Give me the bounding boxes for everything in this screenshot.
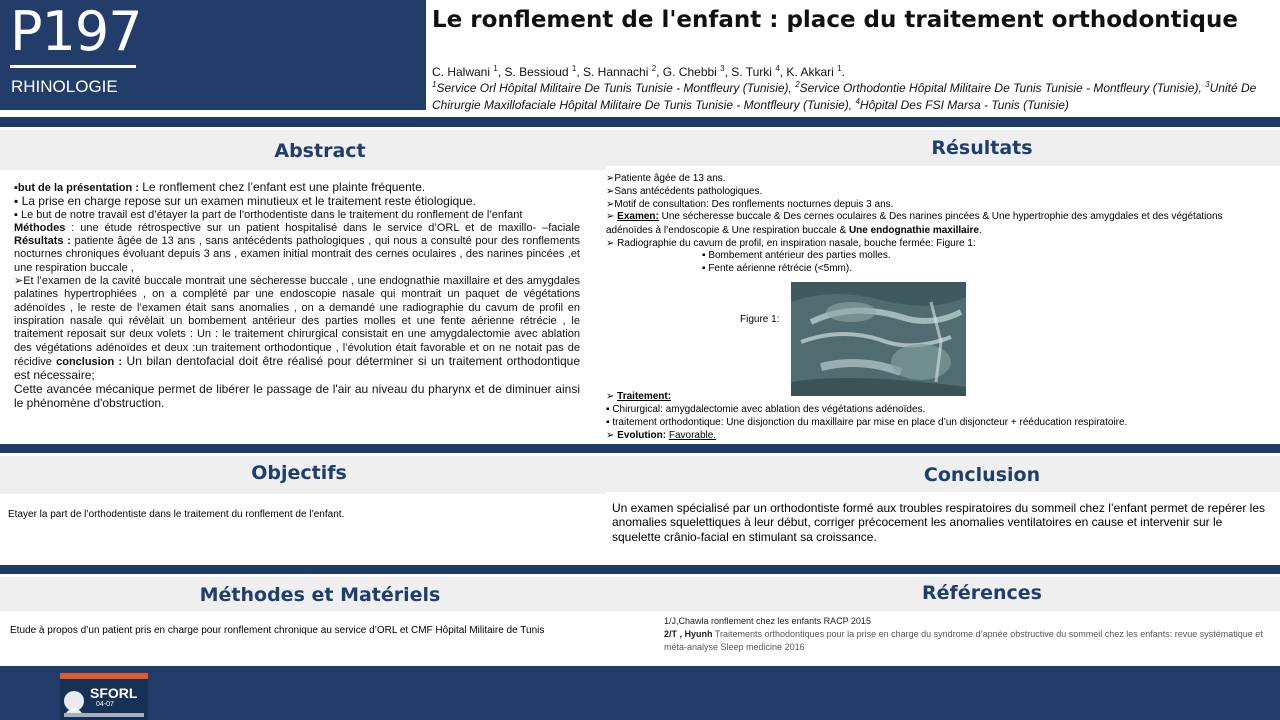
figure-label: Figure 1:	[740, 314, 780, 325]
resultats-line: ➢ Radiographie du cavum de profil, en inspiration nasale, bouche fermée: Figure 1:	[606, 238, 976, 249]
abstract-p1-label: ▪but de la présentation :	[14, 182, 139, 194]
evolution-value: Favorable.	[668, 430, 717, 441]
examen-bold: Une endognathie maxillaire	[848, 224, 979, 236]
resultats-heading: Résultats	[931, 137, 1033, 159]
abstract-p4	[14, 275, 580, 383]
resultats-examen	[606, 210, 1266, 237]
author-name: , K. Akkari	[779, 65, 838, 79]
code-underline	[10, 65, 136, 68]
traitement-label: Traitement:	[617, 391, 672, 402]
abstract-p5: Cette avancée mécanique permet de libérer le passage de l'air au niveau du pharynx et de diminuer ainsi le phénomène d'obstruction.	[14, 382, 580, 410]
evolution-prefix: ➢	[606, 430, 618, 441]
xray-figure	[791, 282, 966, 396]
resultats-text: patiente âgée de 13 ans , sans antécédents pathologiques , qui nous a consulté pour des ronflements nocturnes chroniques évoluant depuis 3 ans , examen initial montrait des cernes oculaires , des narines pincées ,et une respiration buccale ,	[14, 235, 580, 274]
examen-prefix: ➢	[606, 211, 618, 222]
author-sup: 4	[775, 64, 780, 73]
methodes-heading: Méthodes et Matériels	[199, 584, 441, 606]
conclusion-label: conclusion :	[56, 355, 123, 368]
author-sup: 2	[651, 64, 657, 73]
resultats-subline: ▪ Fente aérienne rétrécie (<5mm).	[702, 263, 852, 274]
poster-title: Le ronflement de l'enfant : place du traitement orthodontique	[432, 7, 1238, 33]
divider-bar	[0, 565, 1280, 574]
sforl-logo	[60, 673, 148, 720]
affil-sup: 1	[432, 80, 437, 89]
author-name: C. Halwani	[432, 65, 494, 79]
conclusion-text: Un bilan dentofacial doit être réalisé pour déterminer si un traitement orthodontique est nécessaire;	[14, 353, 581, 383]
logo-text: SFORL	[90, 685, 138, 701]
logo-subtext: 04-07	[96, 701, 114, 708]
resultats-line: ➢Patiente âgée de 13 ans.	[606, 173, 726, 184]
author-sup: 3	[720, 64, 725, 73]
divider-bar	[0, 117, 1280, 127]
affil-text: Service Orl Hôpital Militaire De Tunis Tunisie - Montfleury (Tunisie),	[436, 81, 796, 95]
divider-bar	[0, 444, 1280, 453]
abstract-p1-text: Le ronflement chez l’enfant est une plainte fréquente.	[138, 180, 426, 194]
abstract-methodes	[14, 222, 580, 275]
author-list	[432, 64, 845, 80]
methodes-text: : une étude rétrospective sur un patient hospitalisé dans le service d’ORL et de maxillo- –faciale	[65, 221, 580, 234]
reference-item	[664, 628, 1264, 654]
affil-text: Unité De Chirurgie Maxillofaciale Hôpital Militaire De Tunis Tunisie - Montfleury (Tunisie),	[432, 81, 1257, 112]
reference-author: 2/T , Hyunh	[664, 629, 713, 639]
traitement-line: ▪ traitement orthodontique: Une disjonction du maxillaire par mise en place d’un disjoncteur + rééducation respiratoire.	[606, 417, 1128, 428]
affil-sup: 4	[855, 97, 860, 106]
conclusion-heading: Conclusion	[923, 464, 1041, 486]
affil-text: Hôpital Des FSI Marsa - Tunis (Tunisie)	[859, 98, 1069, 112]
resultats-line: ➢Sans antécédents pathologiques.	[606, 186, 763, 197]
evolution-line	[606, 429, 1266, 443]
objectifs-text: Etayer la part de l’orthodentiste dans le traitement du ronflement de l’enfant.	[8, 509, 345, 520]
methodes-label: Méthodes	[14, 221, 66, 234]
author-name: , G. Chebbi	[656, 65, 721, 79]
affil-sup: 2	[795, 80, 800, 89]
affiliations	[432, 80, 1277, 114]
author-sup: 1	[571, 64, 577, 73]
examen-end: .	[978, 224, 982, 236]
reference-text: Traitements orthodontiques pour la prise en charge du syndrome d’apnée obstructive du sommeil chez les enfants: revue systématique et méta-analyse Sleep medicine 2016	[664, 629, 1263, 652]
examen-label: Examen:	[617, 211, 659, 222]
abstract-p4-text: ➢Et l’examen de la cavité buccale montrait une sècheresse buccale , une endognathie maxillaire et des amygdales palatines hypertrophiées , on a complété par une endoscopie nasale qui montrait un paquet de végétations adénoïdes , le reste de l’examen était sans anomalies , on a demandé une radiographie du cavum de profil en inspiration nasale qui révèlait un bombement antérieur des parties molles et une fente aérienne rétrécie , le traitement reposait sur deux volets : Un : le traitement chirurgical consistait en une amygdalectomie avec ablation des végétations adénoïdes et deux :un traitement orthodontique , l’évolution était favorable et on ne notait pas de récidive	[14, 275, 580, 368]
poster-category: RHINOLOGIE	[11, 77, 118, 96]
author-name: , S. Hannachi	[576, 65, 652, 79]
poster-code-box	[0, 0, 426, 110]
abstract-body	[14, 181, 580, 410]
resultats-label: Résultats :	[14, 235, 71, 248]
author-sup: 1	[493, 64, 498, 73]
affil-text: Service Orthodontie Hôpital Militaire De Tunis Tunisie - Montfleury (Tunisie),	[799, 81, 1206, 95]
resultats-line: ➢Motif de consultation: Des ronflements nocturnes depuis 3 ans.	[606, 199, 894, 210]
evolution-label: Evolution:	[617, 430, 667, 441]
traitement-prefix: ➢	[606, 391, 618, 402]
authors-end: .	[841, 65, 845, 79]
abstract-p1	[14, 181, 580, 195]
abstract-p2: ▪ La prise en charge repose sur un examen minutieux et le traitement reste étiologique.	[14, 194, 476, 209]
objectifs-heading: Objectifs	[251, 462, 347, 484]
examen-text: Une sécheresse buccale & Des cernes oculaires & Des narines pincées & Une hypertrophie des amygdales et des végétations adénoïdes à l’endoscopie & Une respiration buccale &	[606, 211, 1223, 236]
affil-sup: 3	[1205, 80, 1210, 89]
resultats-subline: ▪ Bombement antérieur des parties molles.	[702, 250, 891, 261]
references-heading: Références	[922, 582, 1042, 604]
reference-item: 1/J,Chawla ronflement chez les enfants RACP 2015	[664, 616, 871, 626]
author-name: , S. Bessioud	[497, 65, 572, 79]
footer-bar	[0, 666, 1280, 720]
traitement-line: ▪ Chirurgical: amygdalectomie avec ablation des végétations adénoïdes.	[606, 404, 926, 415]
traitement-heading	[606, 390, 1266, 404]
abstract-heading: Abstract	[274, 140, 366, 162]
author-name: , S. Turki	[724, 65, 776, 79]
xray-image-icon	[791, 282, 966, 396]
methodes-text: Etude à propos d’un patient pris en charge pour ronflement chronique au service d’ORL et CMF Hôpital Militaire de Tunis	[10, 625, 545, 636]
conclusion-text: Un examen spécialisé par un orthodontiste formé aux troubles respiratoires du sommeil chez l’enfant permet de repérer les anomalies squelettiques à leur début, corriger précocement les anomalies ventilatoires en cause et intervenir sur le squelette crânio-facial en stimulant sa croissance.	[612, 501, 1265, 544]
poster-code: P197	[10, 0, 142, 63]
author-sup: 1	[837, 64, 842, 73]
abstract-p3: ▪ Le but de notre travail est d’étayer la part de l’orthodentiste dans le traitement du ronflement de l’enfant	[14, 208, 523, 221]
